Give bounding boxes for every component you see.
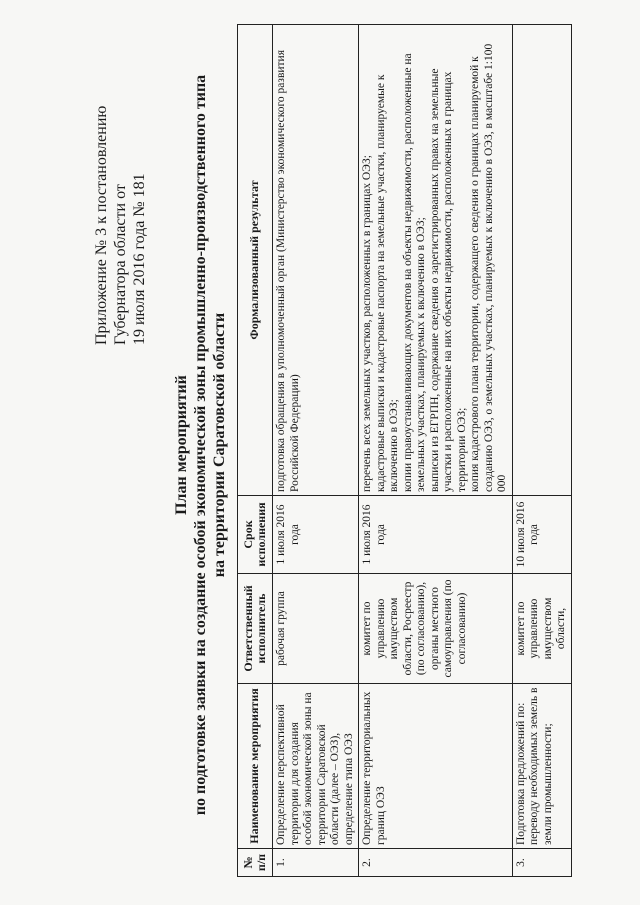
row-name: Определение перспективной территории для создания особой экономической зоны на территории Саратовской области (далее – ОЭЗ), определение типа ОЭЗ (273, 684, 359, 849)
result-line: перечень всех земельных участков, расположенных в границах ОЭЗ; (361, 155, 373, 492)
result-line: копии правоустанавливающих документов на объекты недвижимости, расположенные на земельных участках, планируемых к включению в ОЭЗ; (401, 53, 427, 492)
table-row (359, 25, 513, 877)
header-executor: Ответственный исполнитель (238, 574, 273, 684)
row-deadline: 1 июля 2016 года (273, 496, 359, 574)
result-line: выписки из ЕГРПН, содержание сведения о зарегистрированных правах на земельные участки и расположенные на них объекты недвижимости, расположенных в границах территории ОЭЗ; (428, 68, 468, 492)
table-row (273, 25, 359, 877)
row-executor: комитет по управлению имуществом области, Росреестр (по согласованию), органы местного самоуправления (по согласованию) (359, 574, 513, 684)
approval-line-2: Губернатора области от (112, 184, 129, 345)
row-result: подготовка обращения в уполномоченный орган (Министерство экономического развития Российской Федерации) (273, 25, 359, 496)
plan-table (237, 24, 572, 877)
row-executor: рабочая группа (273, 574, 359, 684)
row-executor: комитет по управлению имуществом области, (512, 574, 571, 684)
approval-line-3: 19 июля 2016 года № 181 (131, 173, 148, 345)
table-row (512, 25, 571, 877)
document-title (172, 25, 229, 865)
result-line: кадастровые выписки и кадастровые паспорта на земельные участки, планируемые к включению в ОЭЗ; (374, 74, 400, 492)
header-num: № п/п (238, 849, 273, 877)
header-result: Формализованный результат (238, 25, 273, 496)
approval-line-1: Приложение № 3 к постановлению (93, 105, 110, 345)
row-result (512, 25, 571, 496)
row-num: 3. (512, 849, 571, 877)
header-name: Наименование мероприятия (238, 684, 273, 849)
header-deadline: Срок исполнения (238, 496, 273, 574)
title-line-2: по подготовке заявки на создание особой экономической зоны промышленно-производственного типа (192, 74, 209, 816)
row-result (359, 25, 513, 496)
title-line-3: на территории Саратовской области (211, 312, 228, 578)
title-line-1: План мероприятий (173, 375, 190, 515)
row-deadline: 1 июля 2016 года (359, 496, 513, 574)
row-name: Подготовка предложений по: переводу необходимых земель в земли промышленности; (512, 684, 571, 849)
approval-note (92, 106, 149, 345)
result-line: копия кадастрового плана территории, содержащего сведения о границах планируемой к созданию ОЭЗ, о земельных участках, планируемых к включению в ОЭЗ, в масштабе 1:100 000 (469, 43, 508, 492)
table-header-row (238, 25, 273, 877)
row-deadline: 10 июля 2016 года (512, 496, 571, 574)
row-name: Определение территориальных границ ОЭЗ (359, 684, 513, 849)
row-num: 1. (273, 849, 359, 877)
row-num: 2. (359, 849, 513, 877)
